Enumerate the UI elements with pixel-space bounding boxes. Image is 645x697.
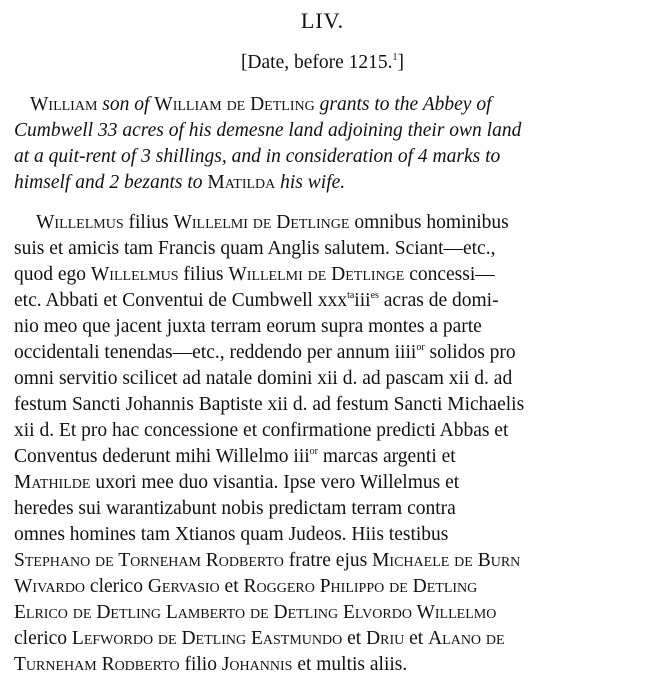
body-text: quod ego bbox=[14, 264, 91, 285]
body-line-15 bbox=[14, 577, 640, 597]
body-text: Conventus dederunt mihi Willelmo iii bbox=[14, 446, 310, 467]
summary-text-4b: his wife. bbox=[275, 172, 346, 193]
body-line-14 bbox=[14, 551, 640, 571]
summary-name-2: William de Detling bbox=[154, 94, 315, 115]
date-text: [Date, before 1215. bbox=[240, 52, 393, 73]
body-text: occidentali tenendas—etc., reddendo per annum iiii bbox=[14, 342, 417, 363]
summary-line-4 bbox=[14, 173, 640, 193]
body-text: acras de domi- bbox=[378, 290, 499, 311]
body-line-6 bbox=[14, 343, 640, 363]
summary-name-3: Matilda bbox=[207, 172, 276, 193]
body-text: iii bbox=[354, 290, 371, 311]
witness-turneham: Turneham Rodberto bbox=[14, 654, 180, 675]
witness-gervasio: Gervasio bbox=[147, 576, 220, 597]
summary-text-4a: himself and 2 bezants to bbox=[14, 172, 208, 193]
charter-number: LIV. bbox=[300, 8, 345, 33]
body-text: concessi— bbox=[404, 264, 495, 285]
body-line-9: xii d. Et pro hac concessione et confirmatione predicti Abbas et bbox=[14, 420, 509, 441]
person-willelmi-de-detlinge: Willelmi de Detlinge bbox=[228, 264, 405, 285]
date-line bbox=[0, 53, 645, 73]
date-close: ] bbox=[397, 52, 405, 73]
body-line-13: omnes homines tam Xtianos quam Judeos. Hiis testibus bbox=[14, 524, 449, 545]
body-line-18 bbox=[14, 655, 640, 675]
person-willelmi-de-detlinge: Willelmi de Detlinge bbox=[173, 212, 350, 233]
body-text: et multis aliis. bbox=[292, 654, 408, 675]
body-line-12: heredes sui warantizabunt nobis predictam terram contra bbox=[14, 498, 456, 519]
body-line-2: suis et amicis tam Francis quam Anglis salutem. Sciant—etc., bbox=[14, 238, 496, 259]
witness-alano: Alano de bbox=[428, 628, 505, 649]
body-line-17 bbox=[14, 629, 640, 649]
superscript: or bbox=[416, 342, 425, 353]
body-text: filio bbox=[179, 654, 222, 675]
summary-line-3: at a quit-rent of 3 shillings, and in consideration of 4 marks to bbox=[14, 146, 501, 167]
person-willelmus: Willelmus bbox=[90, 264, 179, 285]
body-line-8: festum Sancti Johannis Baptiste xii d. ad festum Sancti Michaelis bbox=[14, 394, 525, 415]
witness-roggero: Roggero Philippo de Detling bbox=[243, 576, 478, 597]
body-text: et bbox=[404, 628, 429, 649]
body-line-5: nio meo que jacent juxta terram eorum supra montes a parte bbox=[14, 316, 482, 337]
body-text: uxori mee duo visantia. Ipse vero Willelmus et bbox=[90, 472, 460, 493]
summary-line-1 bbox=[30, 95, 640, 115]
person-willelmus: Willelmus bbox=[36, 212, 124, 233]
body-line-7: omni servitio scilicet ad natale domini xii d. ad pascam xii d. ad bbox=[14, 368, 513, 389]
body-text: et bbox=[219, 576, 244, 597]
body-text: clerico bbox=[85, 576, 148, 597]
superscript: es bbox=[370, 290, 379, 301]
witness-michaele: Michaele de Burn bbox=[372, 550, 521, 571]
body-text: et bbox=[342, 628, 367, 649]
summary-line-2: Cumbwell 33 acres of his demesne land adjoining their own land bbox=[14, 120, 522, 141]
person-johannis: Johannis bbox=[221, 654, 293, 675]
body-line-4 bbox=[14, 291, 640, 311]
body-text: etc. Abbati et Conventui de Cumbwell xxx bbox=[14, 290, 348, 311]
body-text: filius bbox=[123, 212, 174, 233]
summary-text-2: grants to the Abbey of bbox=[314, 94, 492, 115]
body-text: marcas argenti et bbox=[318, 446, 456, 467]
summary-name-1: William bbox=[30, 94, 98, 115]
body-line-11 bbox=[14, 473, 640, 493]
summary-text-1: son of bbox=[97, 94, 155, 115]
body-text: filius bbox=[178, 264, 229, 285]
body-text: omnibus hominibus bbox=[349, 212, 509, 233]
body-text: fratre ejus bbox=[283, 550, 373, 571]
superscript: ta bbox=[347, 290, 355, 301]
person-mathilde: Mathilde bbox=[14, 472, 91, 493]
witness-stephano: Stephano de Torneham Rodberto bbox=[14, 550, 284, 571]
witness-wivardo: Wivardo bbox=[14, 576, 86, 597]
witness-lefwordo: Lefwordo de Detling Eastmundo bbox=[71, 628, 343, 649]
body-text: solidos pro bbox=[424, 342, 516, 363]
body-text: clerico bbox=[14, 628, 72, 649]
body-line-3 bbox=[14, 265, 640, 285]
witness-driu: Driu bbox=[366, 628, 405, 649]
superscript: or bbox=[309, 446, 319, 457]
footnote-mark: 1 bbox=[392, 52, 398, 63]
body-line-1 bbox=[36, 213, 640, 233]
body-line-10 bbox=[14, 447, 640, 467]
body-line-16: Elrico de Detling Lamberto de Detling Elvordo Willelmo bbox=[14, 602, 497, 623]
